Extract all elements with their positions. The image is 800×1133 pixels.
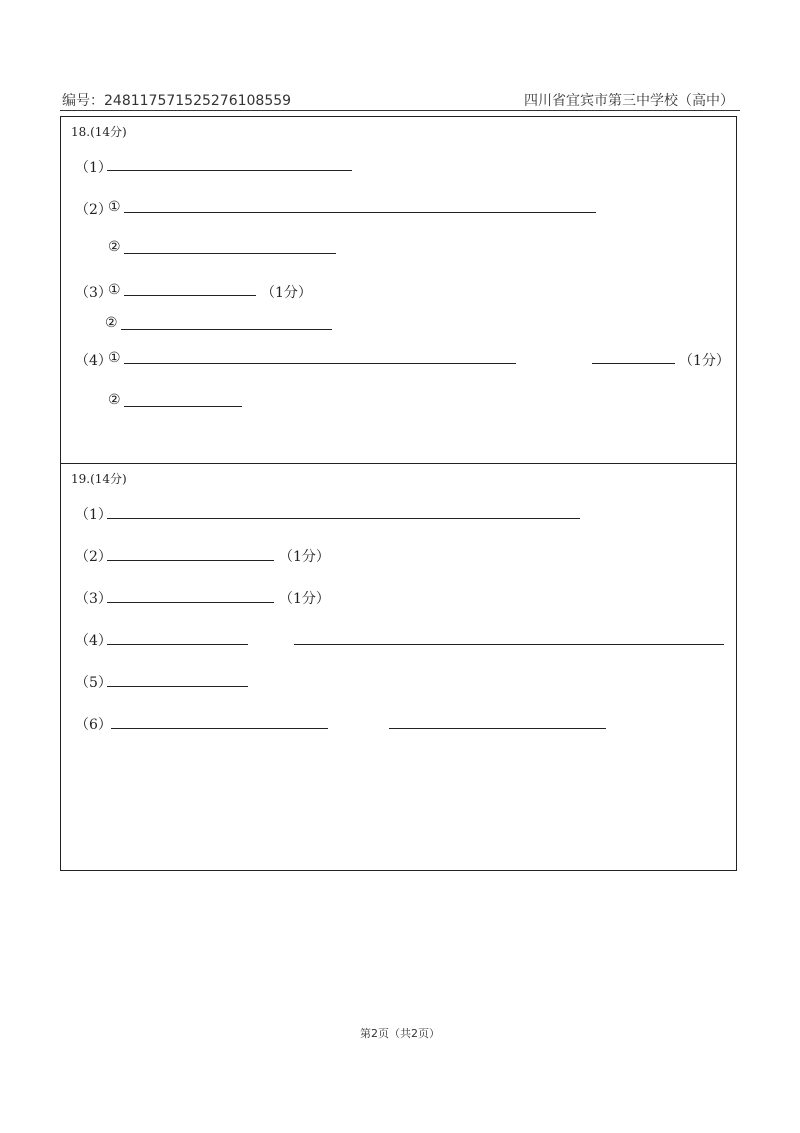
q19-part-1-label: （1） [75, 507, 112, 523]
q19-part-6-answer-line-a[interactable] [111, 728, 328, 729]
q18-part-3-1-answer-line[interactable] [124, 295, 256, 296]
question-18-box [60, 116, 737, 464]
question-19-title: 19.(14分) [71, 472, 127, 486]
q18-part-2-circle-2: ② [108, 239, 121, 255]
q18-part-1-answer-line[interactable] [107, 170, 352, 171]
q19-part-3-label: （3） [75, 591, 112, 607]
q18-part-3-circle-2: ② [105, 315, 118, 331]
q19-part-5-label: （5） [75, 675, 112, 691]
q18-part-4-circle-2: ② [108, 392, 121, 408]
q19-part-1-answer-line[interactable] [107, 518, 580, 519]
q18-part-1-label: （1） [75, 160, 112, 176]
q18-part-4-circle-1: ① [108, 350, 121, 366]
header-divider [60, 110, 740, 111]
q18-part-3-2-answer-line[interactable] [121, 329, 332, 330]
q18-part-2-circle-1: ① [108, 199, 121, 215]
q19-part-4-label: （4） [75, 633, 112, 649]
question-19-box [60, 463, 737, 871]
school-name: 四川省宜宾市第三中学校（高中） [524, 93, 734, 109]
q18-part-4-1-answer-line-a[interactable] [124, 363, 516, 364]
q18-part-4-1-answer-line-b[interactable] [592, 363, 675, 364]
document-id: 编号：24811757152527610855​9 [62, 93, 292, 109]
q18-part-3-circle-1: ① [108, 282, 121, 298]
q18-part-2-2-answer-line[interactable] [124, 253, 336, 254]
q19-part-6-answer-line-b[interactable] [389, 728, 606, 729]
q18-part-4-score: （1分） [679, 353, 730, 369]
q19-part-3-answer-line[interactable] [107, 602, 274, 603]
q18-part-4-label: （4） [75, 353, 112, 369]
question-18-title: 18.(14分) [71, 125, 127, 139]
q19-part-6-label: （6） [75, 717, 112, 733]
q18-part-3-score: （1分） [261, 285, 312, 301]
page-number: 第2页（共2页） [360, 1027, 440, 1040]
q18-part-2-label: （2） [75, 202, 112, 218]
q19-part-4-answer-line-b[interactable] [294, 644, 724, 645]
q18-part-2-1-answer-line[interactable] [124, 212, 596, 213]
q19-part-4-answer-line-a[interactable] [107, 644, 248, 645]
q19-part-2-label: （2） [75, 549, 112, 565]
q19-part-3-score: （1分） [279, 591, 330, 607]
q19-part-5-answer-line[interactable] [107, 686, 248, 687]
q19-part-2-answer-line[interactable] [107, 560, 274, 561]
q18-part-4-2-answer-line[interactable] [124, 406, 242, 407]
q18-part-3-label: （3） [75, 285, 112, 301]
q19-part-2-score: （1分） [279, 549, 330, 565]
